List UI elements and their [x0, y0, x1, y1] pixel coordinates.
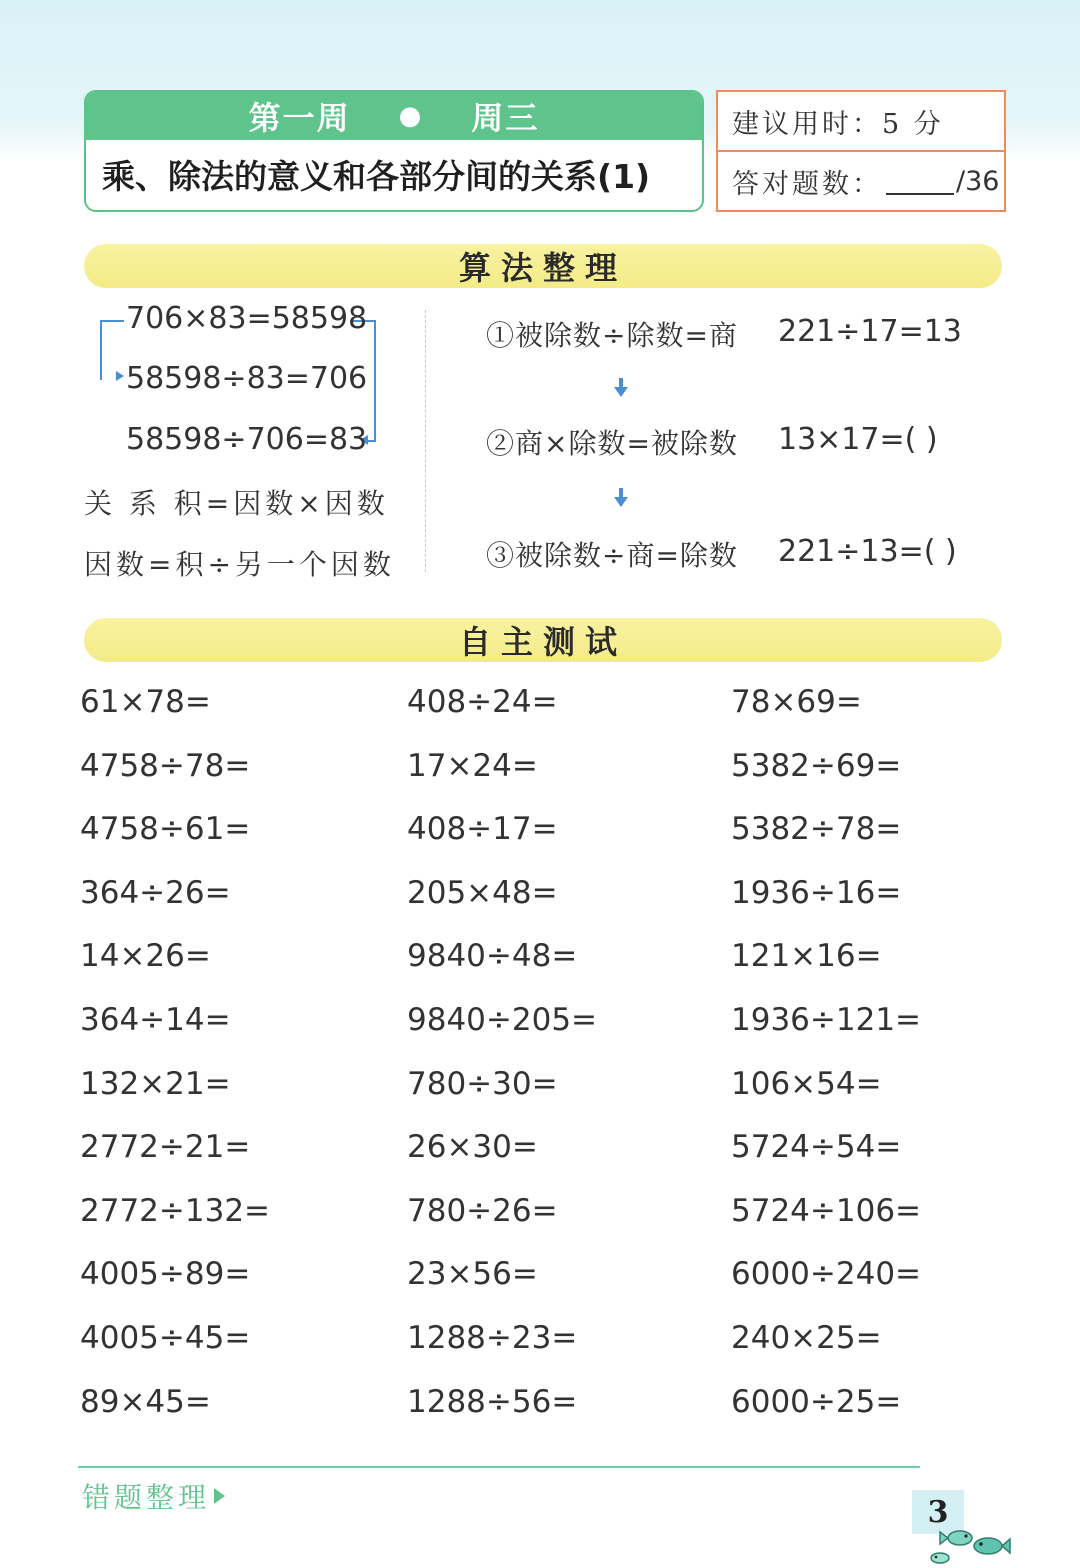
exercise-item[interactable]: 132×21=: [80, 1066, 231, 1102]
exercise-item[interactable]: 364÷14=: [80, 1002, 231, 1038]
exercise-item[interactable]: 121×16=: [731, 938, 882, 974]
exercise-item[interactable]: 4005÷89=: [80, 1256, 251, 1292]
down-arrow-icon: [614, 488, 628, 508]
down-arrow-icon: [614, 378, 628, 398]
exercise-item[interactable]: 1288÷56=: [407, 1384, 578, 1420]
rule-3-equation[interactable]: 221÷13=( ): [778, 534, 957, 569]
exercise-item[interactable]: 23×56=: [407, 1256, 538, 1292]
mistakes-section[interactable]: [82, 1476, 225, 1516]
suggested-time: 建议用时：5 分: [732, 108, 944, 140]
page-number: 3: [912, 1490, 964, 1534]
exercise-item[interactable]: 78×69=: [731, 684, 862, 720]
separator-dot: ●: [398, 101, 424, 131]
exercise-item[interactable]: 14×26=: [80, 938, 211, 974]
mistakes-label: 错题整理: [82, 1481, 211, 1514]
exercise-item[interactable]: 780÷26=: [407, 1193, 558, 1229]
exercise-item[interactable]: 17×24=: [407, 748, 538, 784]
algorithm-section-banner: 算法整理: [84, 244, 1002, 288]
footer-divider: [78, 1466, 920, 1468]
exercise-item[interactable]: 4758÷61=: [80, 811, 251, 847]
exercise-item[interactable]: 5724÷106=: [731, 1193, 922, 1229]
correct-count-row: [718, 150, 1004, 210]
exercise-item[interactable]: 2772÷21=: [80, 1129, 251, 1165]
exercise-item[interactable]: 205×48=: [407, 875, 558, 911]
exercise-item[interactable]: 364÷26=: [80, 875, 231, 911]
day-label: 周三: [471, 99, 540, 137]
exercise-item[interactable]: 408÷17=: [407, 811, 558, 847]
exercise-item[interactable]: 1936÷16=: [731, 875, 902, 911]
info-card: [716, 90, 1006, 212]
relation-line-1: 关 系 积=因数×因数: [84, 487, 389, 520]
exercise-item[interactable]: 89×45=: [80, 1384, 211, 1420]
exercise-item[interactable]: 4758÷78=: [80, 748, 251, 784]
lesson-topic: 乘、除法的意义和各部分间的关系(1): [102, 156, 651, 196]
rule-3-text: ③被除数÷商=除数: [486, 539, 738, 572]
fish-decoration-icon: [924, 1524, 1014, 1566]
exercise-item[interactable]: 9840÷48=: [407, 938, 578, 974]
week-day-bar: [86, 92, 702, 140]
exercise-item[interactable]: 780÷30=: [407, 1066, 558, 1102]
exercise-item[interactable]: 61×78=: [80, 684, 211, 720]
example-division-1: 58598÷83=706: [126, 361, 368, 396]
exercise-item[interactable]: 5382÷69=: [731, 748, 902, 784]
correct-count-total: /36: [956, 165, 1000, 197]
exercise-item[interactable]: 408÷24=: [407, 684, 558, 720]
exercise-item[interactable]: 26×30=: [407, 1129, 538, 1165]
lesson-title-card: [84, 90, 704, 212]
exercise-item[interactable]: 6000÷240=: [731, 1256, 922, 1292]
rule-1-equation: 221÷17=13: [778, 314, 962, 349]
exercise-item[interactable]: 106×54=: [731, 1066, 882, 1102]
exercise-item[interactable]: 5724÷54=: [731, 1129, 902, 1165]
rule-2-text: ②商×除数=被除数: [486, 427, 738, 460]
exercise-item[interactable]: 6000÷25=: [731, 1384, 902, 1420]
exercise-item[interactable]: 1936÷121=: [731, 1002, 922, 1038]
exercise-item[interactable]: 9840÷205=: [407, 1002, 598, 1038]
play-triangle-icon: [214, 1488, 225, 1504]
correct-count-blank[interactable]: [886, 167, 954, 195]
week-label: 第一周: [248, 99, 351, 137]
arrow-right-icon: [116, 371, 124, 381]
example-multiplication: 706×83=58598: [126, 301, 368, 336]
example-division-2: 58598÷706=83: [126, 422, 368, 457]
exercise-item[interactable]: 2772÷132=: [80, 1193, 271, 1229]
relation-line-2: 因数=积÷另一个因数: [84, 548, 395, 581]
rule-1-text: ①被除数÷除数=商: [486, 319, 738, 352]
exercise-item[interactable]: 4005÷45=: [80, 1320, 251, 1356]
exercise-item[interactable]: 240×25=: [731, 1320, 882, 1356]
correct-count-label: 答对题数：: [732, 168, 882, 200]
exercise-item[interactable]: 5382÷78=: [731, 811, 902, 847]
self-test-section-banner: 自主测试: [84, 618, 1002, 662]
exercise-item[interactable]: 1288÷23=: [407, 1320, 578, 1356]
rule-2-equation[interactable]: 13×17=( ): [778, 422, 938, 457]
section-divider: [425, 310, 426, 572]
